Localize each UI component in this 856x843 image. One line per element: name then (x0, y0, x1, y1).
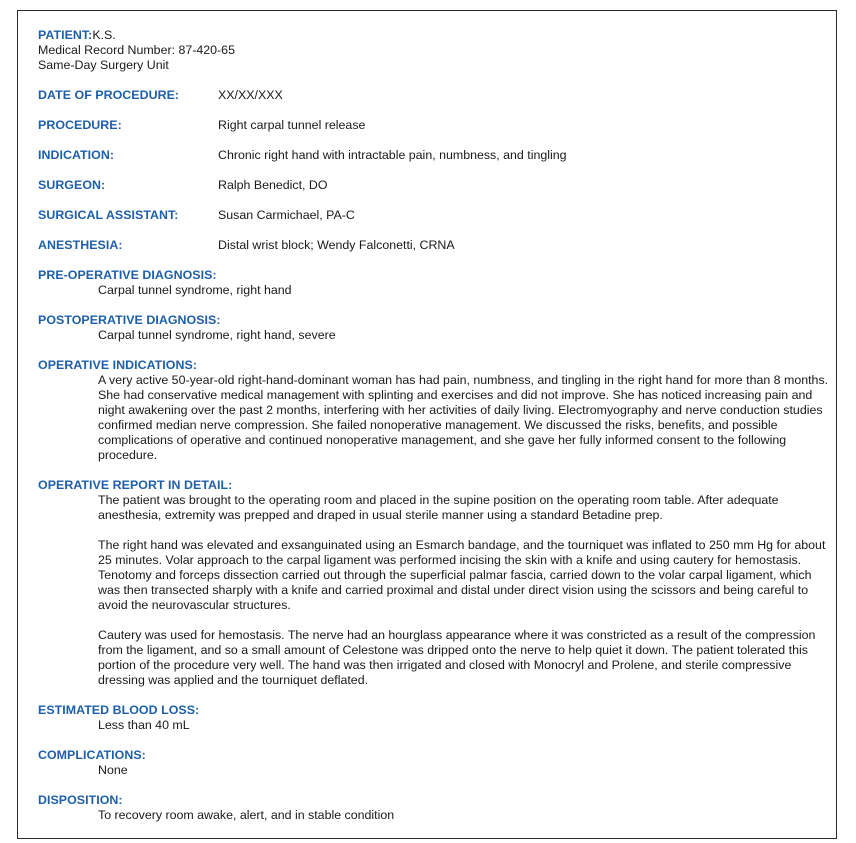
surgery-unit: Same-Day Surgery Unit (38, 58, 169, 72)
field-indication (38, 148, 830, 163)
field-value: Ralph Benedict, DO (218, 178, 328, 192)
report-paragraph: The right hand was elevated and exsanguinated using an Esmarch bandage, and the tourniquet was inflated to 250 mm Hg for about 25 minutes. Volar approach to the carpal ligament was performed incising the skin with a knife and using cautery for hemostasis. Tenotomy and forceps dissection carried out through the superficial palmar fascia, carried down to the volar carpal ligament, which was then transected sharply with a knife and carried proximal and distal under direct vision using the scissors and being careful to avoid the neurovascular structures. (98, 538, 826, 612)
section-heading: DISPOSITION: (38, 793, 123, 807)
section-preop-diagnosis (38, 268, 830, 298)
field-value: XX/XX/XXX (218, 88, 283, 102)
patient-line (38, 28, 830, 43)
report-paragraph: Cautery was used for hemostasis. The nerve had an hourglass appearance where it was constricted as a result of the compression from the ligament, and so a small amount of Celestone was dripped onto the nerve to help quiet it down. The patient tolerated this portion of the procedure very well. The hand was then irrigated and closed with Monocryl and Prolene, and sterile compressive dressing was applied and the tourniquet deflated. (98, 628, 816, 687)
section-text: Carpal tunnel syndrome, right hand, severe (98, 328, 336, 342)
field-date-of-procedure (38, 88, 830, 103)
patient-value: K.S. (92, 28, 116, 42)
field-anesthesia (38, 238, 830, 253)
field-surgeon (38, 178, 830, 193)
field-label: SURGICAL ASSISTANT: (38, 208, 179, 222)
section-estimated-blood-loss (38, 703, 830, 733)
report-paragraph: The patient was brought to the operating room and placed in the supine position on the operating room table. After adequate anesthesia, extremity was prepped and draped in usual sterile manner using a standard Betadine prep. (98, 493, 779, 522)
field-procedure (38, 118, 830, 133)
section-heading: OPERATIVE REPORT IN DETAIL: (38, 478, 233, 492)
section-postop-diagnosis (38, 313, 830, 343)
field-label: INDICATION: (38, 148, 115, 162)
section-text: Carpal tunnel syndrome, right hand (98, 283, 292, 297)
section-disposition (38, 793, 830, 823)
field-value: Right carpal tunnel release (218, 118, 366, 132)
section-heading: PRE-OPERATIVE DIAGNOSIS: (38, 268, 217, 282)
field-label: SURGEON: (38, 178, 106, 192)
operative-report (38, 28, 830, 823)
section-text: To recovery room awake, alert, and in stable condition (98, 808, 395, 822)
patient-label: PATIENT: (38, 28, 93, 42)
section-complications (38, 748, 830, 778)
section-body (38, 493, 830, 688)
section-heading: POSTOPERATIVE DIAGNOSIS: (38, 313, 221, 327)
section-text: Less than 40 mL (98, 718, 190, 732)
field-label: ANESTHESIA: (38, 238, 123, 252)
field-label: PROCEDURE: (38, 118, 122, 132)
section-text: None (98, 763, 128, 777)
section-heading: ESTIMATED BLOOD LOSS: (38, 703, 200, 717)
field-value: Susan Carmichael, PA-C (218, 208, 355, 222)
section-heading: OPERATIVE INDICATIONS: (38, 358, 197, 372)
field-value: Distal wrist block; Wendy Falconetti, CRNA (218, 238, 455, 252)
section-operative-indications (38, 358, 830, 463)
patient-header (38, 28, 830, 73)
section-operative-report (38, 478, 830, 688)
field-value: Chronic right hand with intractable pain, numbness, and tingling (218, 148, 567, 162)
section-text: A very active 50-year-old right-hand-dominant woman has had pain, numbness, and tingling in the right hand for more than 8 months. She had conservative medical management with splinting and exercises and did not improve. She has noticed increasing pain and night awakening over the past 2 months, interfering with her activities of daily living. Electromyography and nerve conduction studies confirmed median nerve compression. She failed nonoperative management. We discussed the risks, benefits, and possible complications of operative and continued nonoperative management, and she gave her fully informed consent to the following procedure. (98, 373, 829, 462)
field-surgical-assistant (38, 208, 830, 223)
field-label: DATE OF PROCEDURE: (38, 88, 180, 102)
medical-record-number: Medical Record Number: 87-420-65 (38, 43, 235, 57)
section-heading: COMPLICATIONS: (38, 748, 146, 762)
